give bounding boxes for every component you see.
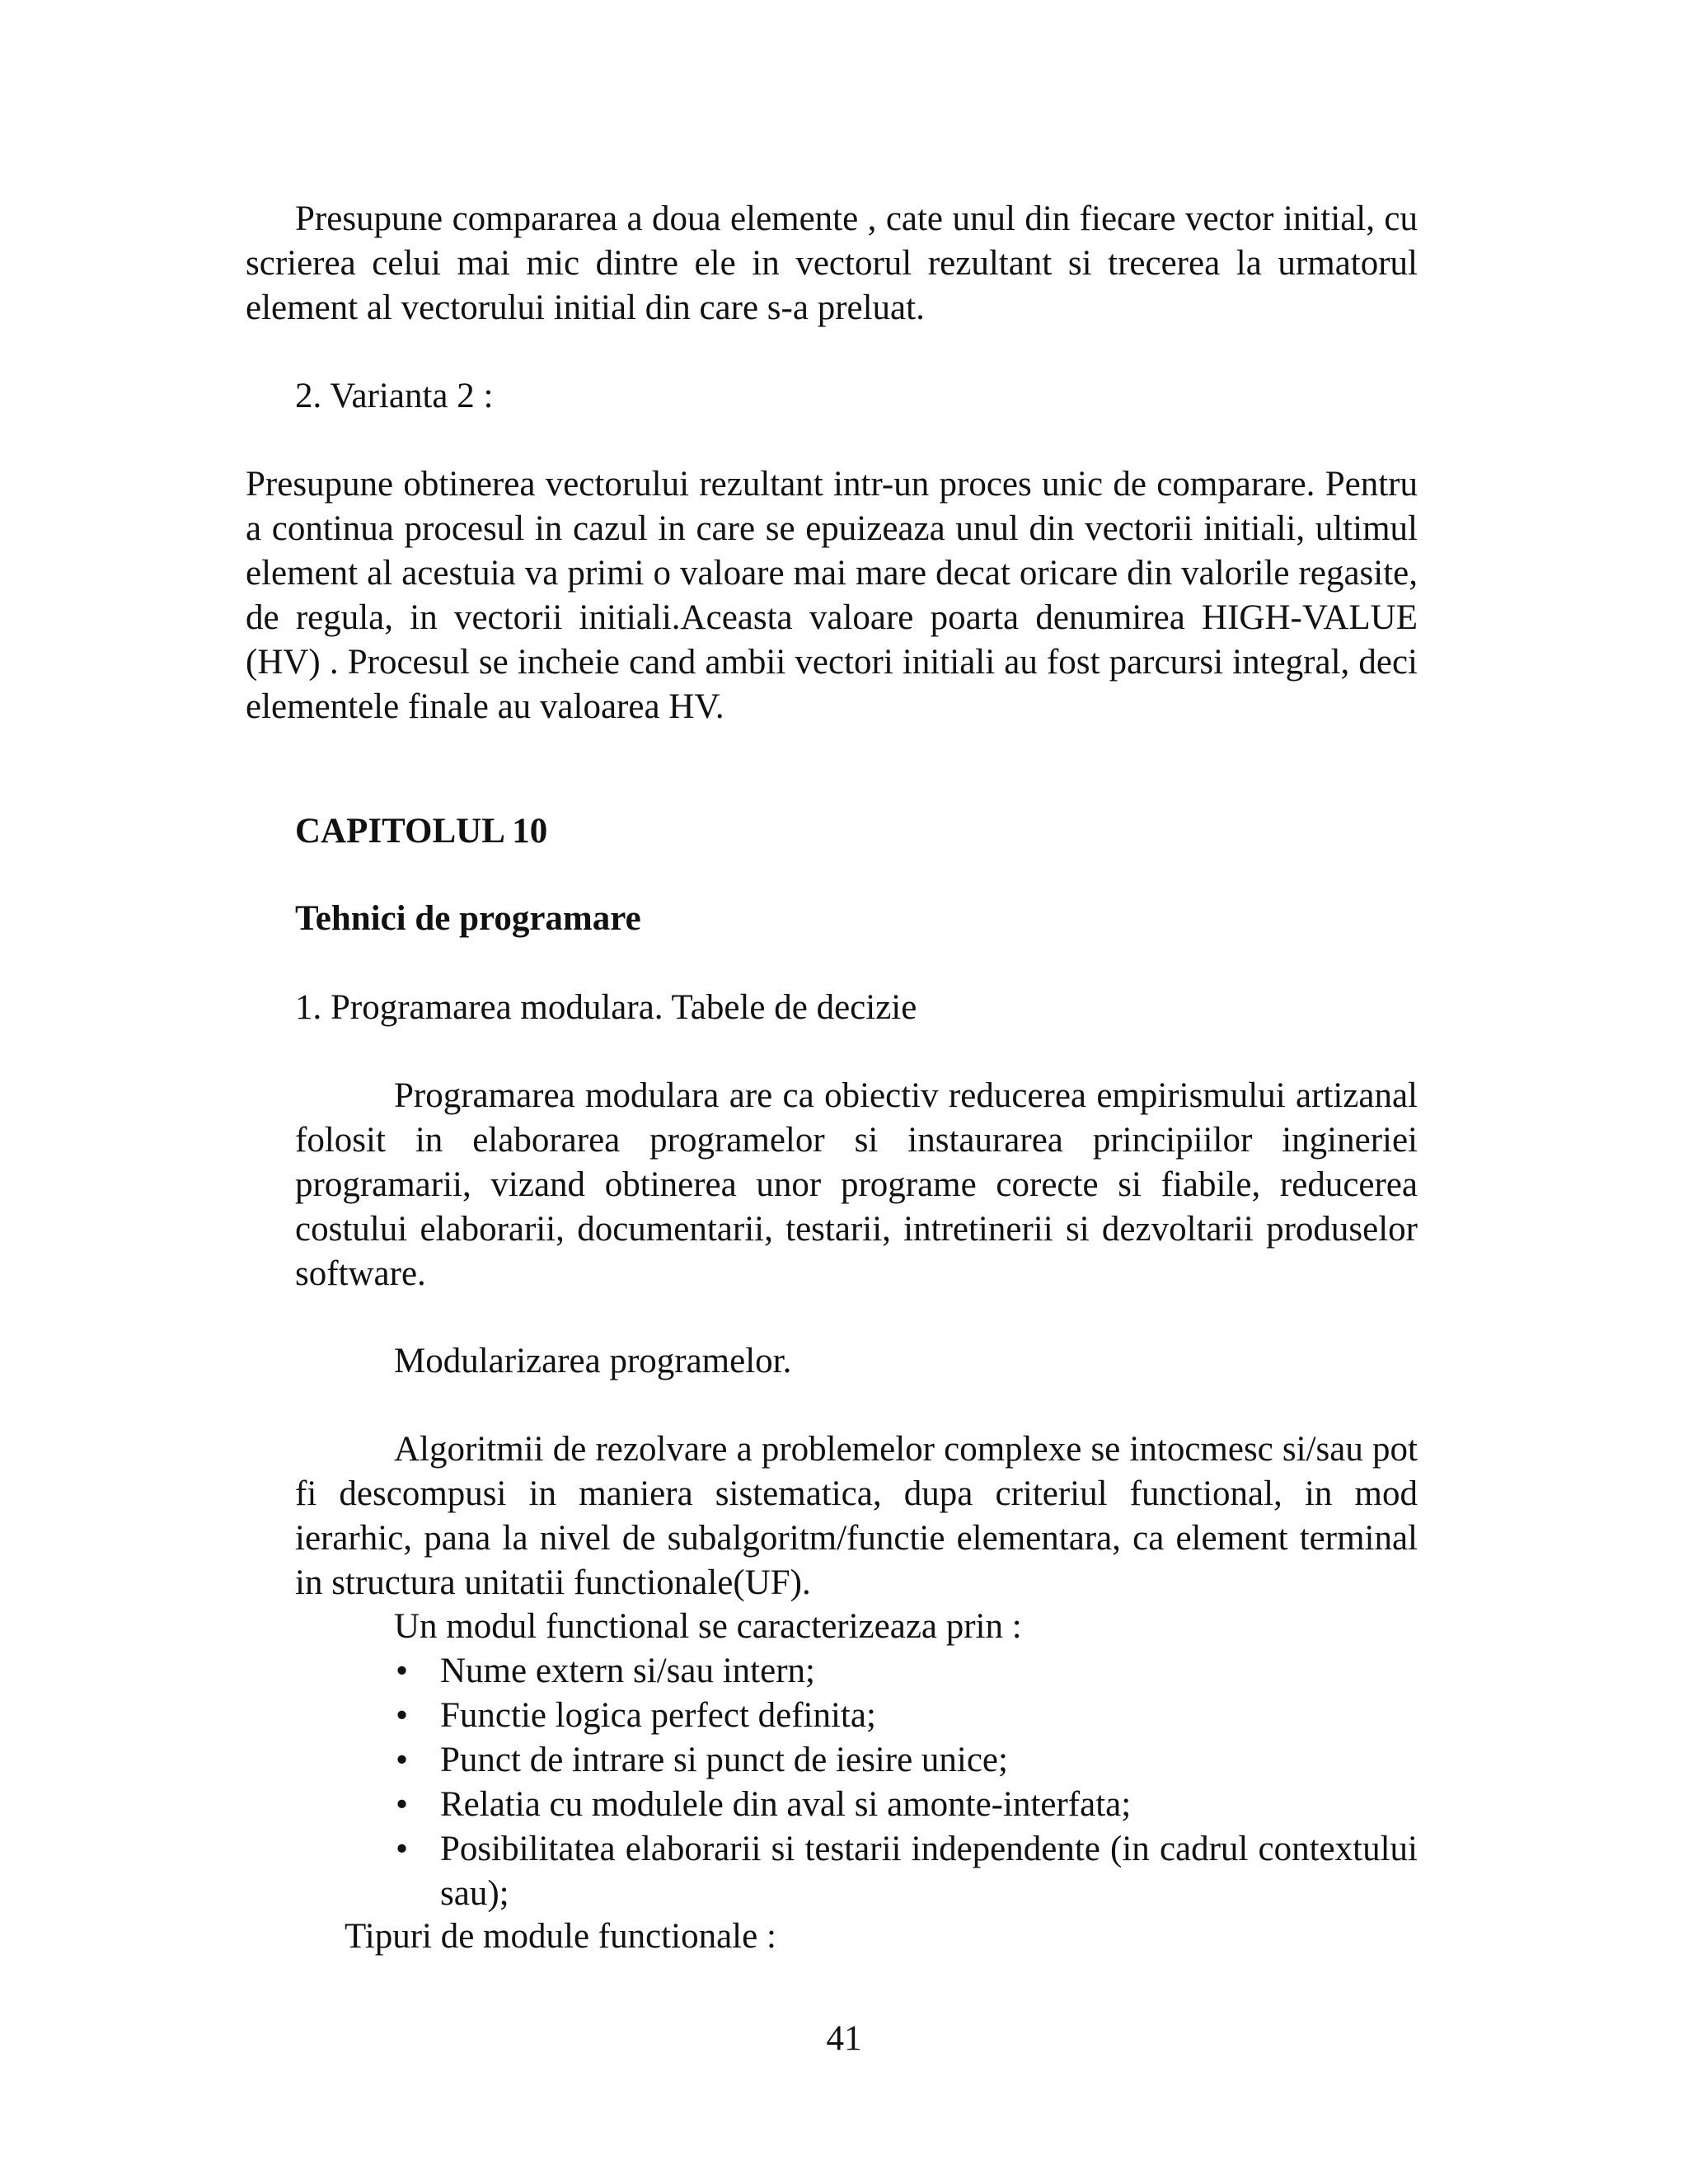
list-item: • Nume extern si/sau intern; [391, 1649, 1418, 1694]
bullet-icon: • [396, 1741, 409, 1779]
bullet-icon: • [396, 1830, 409, 1868]
bullet-icon: • [396, 1785, 409, 1824]
chapter-subtitle: Tehnici de programare [295, 899, 641, 938]
module-types-label: Tipuri de module functionale : [345, 1917, 776, 1956]
list-item: • Posibilitatea elaborarii si testarii independente (in cadrul contextului sau); [391, 1827, 1418, 1916]
subheading-modularization: Modularizarea programelor. [394, 1342, 792, 1380]
list-intro: Un modul functional se caracterizeaza prin : [394, 1607, 1022, 1646]
page-number: 41 [826, 2019, 862, 2058]
chapter-title: CAPITOLUL 10 [295, 812, 548, 851]
paragraph-modular: Programarea modulara are ca obiectiv reducerea empirismului artizanal folosit in elaborarea programelor si instaurarea principiilor ingineriei programarii, vizand obtinerea unor programe corecte si fiabile, reducerea costului elaborarii, documentarii, testarii, intretinerii si dezvoltarii produselor software. [295, 1076, 1418, 1293]
characteristics-list [391, 1649, 1418, 1916]
paragraph-variant2: Presupune obtinerea vectorului rezultant intr-un proces unic de comparare. Pentru a continua procesul in cazul in care se epuizeaza unul din vectorii initiali, ultimul element al acestuia va primi o valoare mai mare decat oricare din valorile regasite, de regula, in vectorii initiali.Aceasta valoare poarta denumirea HIGH-VALUE (HV) . Procesul se incheie cand ambii vectori initiali au fost parcursi integral, deci elementele finale au valoarea HV. [246, 465, 1418, 726]
paragraph-intro: Presupune compararea a doua elemente , cate unul din fiecare vector initial, cu scrierea celui mai mic dintre ele in vectorul rezultant si trecerea la urmatorul element al vectorului initial din care s-a preluat. [246, 199, 1418, 327]
bullet-icon: • [396, 1652, 409, 1690]
list-item: • Punct de intrare si punct de iesire unice; [391, 1738, 1418, 1783]
list-item: • Functie logica perfect definita; [391, 1694, 1418, 1738]
bullet-icon: • [396, 1696, 409, 1735]
variant2-heading: 2. Varianta 2 : [295, 377, 494, 415]
paragraph-algorithms: Algoritmii de rezolvare a problemelor complexe se intocmesc si/sau pot fi descompusi in maniera sistematica, dupa criteriul functional, in mod ierarhic, pana la nivel de subalgoritm/functie elementara, ca element terminal in structura unitatii functionale(UF). [295, 1430, 1418, 1602]
list-item: • Relatia cu modulele din aval si amonte-interfata; [391, 1783, 1418, 1827]
section-heading: 1. Programarea modulara. Tabele de decizie [295, 988, 917, 1027]
